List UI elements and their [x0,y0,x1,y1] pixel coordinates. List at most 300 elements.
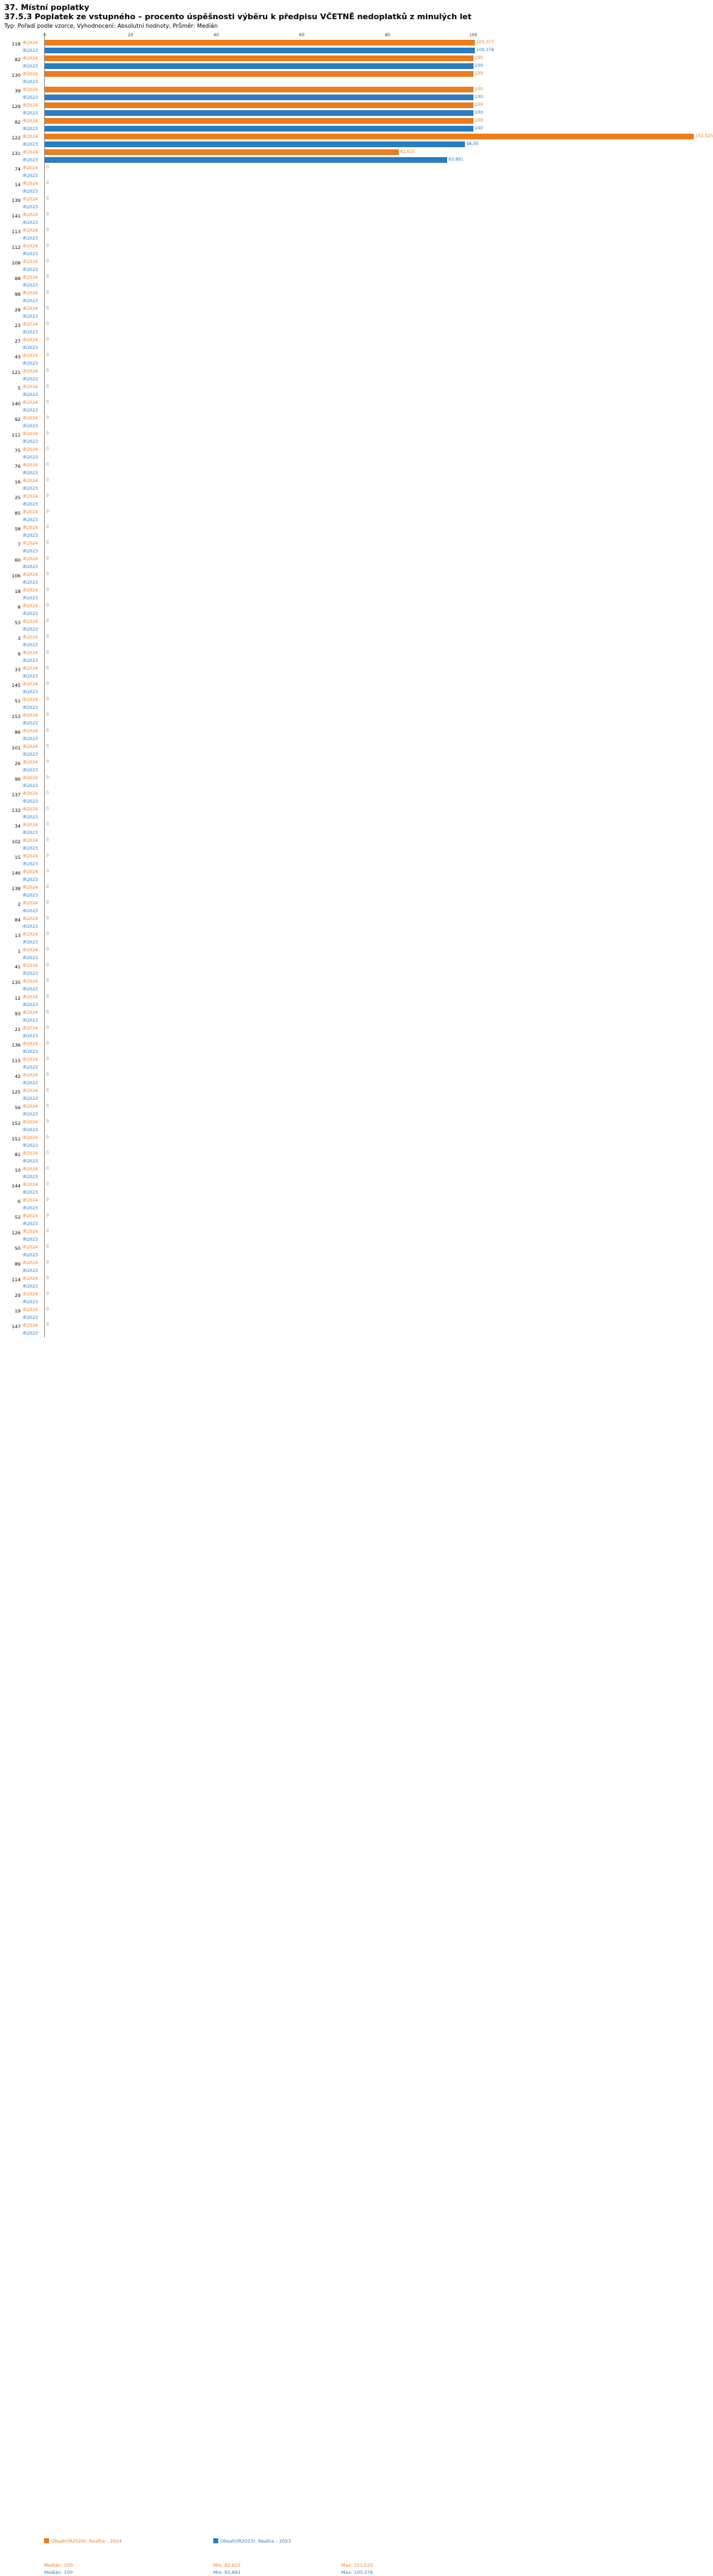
bar-group [11,1181,516,1197]
series-label: IR2024 [23,885,38,890]
bar-row[interactable] [23,399,516,407]
bar-row[interactable] [23,1322,516,1330]
bar-row[interactable] [23,1095,516,1103]
bar-value-label: 0 [46,900,49,905]
group-label: 144 [11,1183,21,1189]
bar-row[interactable] [23,774,516,782]
bar-row[interactable] [23,665,516,673]
bar-value-label: 0 [46,1119,49,1124]
bar-row[interactable] [23,626,516,634]
bar-row[interactable] [23,516,516,524]
bar-value-label: 0 [46,1276,49,1281]
bar-row[interactable] [23,1056,516,1064]
group-label: 56 [14,1105,21,1111]
bar-row[interactable] [23,321,516,328]
bar-group [14,555,516,571]
bar-value-label: 100 [474,95,483,100]
bar-value-label: 0 [46,1260,49,1265]
bar-row[interactable] [23,501,516,508]
bar-row[interactable] [23,813,516,821]
bar-row[interactable] [23,821,516,829]
bar-row[interactable] [23,1275,516,1283]
group-label: 3 [17,636,21,641]
bar-row[interactable] [23,712,516,720]
bar-group [11,430,516,446]
bar-row[interactable] [23,985,516,993]
bar-group [14,962,516,978]
bar-row[interactable] [23,196,516,203]
series-label: IR2024 [23,150,38,155]
bar-value-label: 0 [46,415,49,420]
series-label: IR2024 [23,682,38,687]
series-label: IR2024 [23,791,38,796]
bar-group [11,743,516,759]
series-label: IR2023 [23,189,38,194]
group-label: 98 [14,292,21,297]
bar-row[interactable] [23,845,516,853]
bar-row[interactable] [23,313,516,321]
series-label: IR2024 [23,432,38,437]
bar-row[interactable] [23,1032,516,1040]
bar-row[interactable] [23,203,516,211]
bar-row[interactable] [23,680,516,688]
bar-group [14,508,516,524]
bar-row[interactable] [23,1204,516,1212]
series-label: IR2023 [23,252,38,257]
bar-group [11,1056,516,1071]
series-label: IR2024 [23,1214,38,1219]
bar-row[interactable] [23,915,516,923]
bar-row[interactable] [23,1228,516,1236]
bar-row[interactable] [23,1290,516,1298]
bar-value-label: 0 [46,1041,49,1046]
group-label: 28 [14,307,21,313]
bar-row[interactable] [23,180,516,188]
series-label: IR2023 [23,1034,38,1039]
bar-row[interactable] [23,469,516,477]
bar-group [14,1212,516,1228]
bar-row[interactable] [23,227,516,235]
series-label: IR2023 [23,1081,38,1086]
bar-row[interactable] [23,946,516,954]
bar-value-label: 0 [46,885,49,889]
bar-row[interactable] [23,634,516,641]
chart-legend [0,2538,533,2545]
bar-row[interactable] [23,798,516,806]
bar-row[interactable] [23,610,516,618]
bar-value-label: 0 [46,916,49,921]
bar-row[interactable] [23,336,516,344]
bar-value-label: 0 [46,853,49,858]
bar-row[interactable] [23,1158,516,1165]
bar-row[interactable] [23,657,516,665]
bar-row[interactable] [23,1306,516,1314]
bar-row[interactable] [23,508,516,516]
series-label: IR2024 [23,56,38,61]
group-label: 41 [14,964,21,970]
bar-row[interactable] [23,407,516,415]
series-label: IR2023 [23,377,38,382]
bar-row[interactable] [23,1173,516,1181]
bar-row[interactable] [23,360,516,368]
bar-row[interactable] [23,782,516,790]
bar-row[interactable] [23,1017,516,1025]
bar-row[interactable] [23,266,516,274]
bar-row[interactable] [23,571,516,579]
bar-row[interactable] [23,1126,516,1134]
bar-group [14,1009,516,1025]
bar-group [14,759,516,774]
series-label: IR2023 [23,220,38,225]
series-label: IR2024 [23,510,38,515]
bar-row[interactable] [23,461,516,469]
bar-row[interactable] [23,1236,516,1244]
bar-row[interactable] [23,188,516,196]
bar-row[interactable] [23,1111,516,1118]
group-label: 75 [14,448,21,454]
series-label: IR2024 [23,306,38,311]
bar-row[interactable] [23,868,516,876]
bar-row[interactable] [23,899,516,907]
bar-row[interactable] [23,1087,516,1095]
bar-row[interactable] [23,532,516,540]
bar-value-label: 0 [46,759,49,764]
bar-value-label: 0 [46,712,49,717]
bar-row[interactable] [23,258,516,266]
bar-row[interactable] [23,109,516,117]
bar-row[interactable] [23,892,516,899]
bar-value-label: 0 [46,572,49,577]
series-label: IR2023 [23,1049,38,1054]
bar-row[interactable] [23,1251,516,1259]
group-label: 125 [11,1089,21,1095]
series-label: IR2024 [23,322,38,327]
bar-row[interactable] [23,1330,516,1337]
bar-row[interactable] [23,1189,516,1197]
bar-group [11,1118,516,1134]
bar-row[interactable] [23,375,516,383]
bar-row[interactable] [23,149,516,156]
group-label: 25 [14,495,21,501]
bar-row[interactable] [23,493,516,501]
bar-row[interactable] [23,219,516,227]
bar-group [17,383,516,399]
bar-row[interactable] [23,587,516,594]
bar-group [11,1040,516,1056]
bar-row[interactable] [23,1267,516,1275]
bar-row[interactable] [23,1298,516,1306]
bar-row[interactable] [23,1197,516,1204]
bar-row[interactable] [23,641,516,649]
bar-value-label: 100 [474,71,483,76]
bar-row[interactable] [23,1103,516,1111]
bar-row[interactable] [23,743,516,751]
bar-group [14,1071,516,1087]
bar-row[interactable] [23,579,516,587]
bar-value-label: 0 [46,744,49,749]
bar-row[interactable] [23,1165,516,1173]
bar-row[interactable] [23,688,516,696]
series-label: IR2024 [23,1073,38,1078]
group-label: 115 [11,1058,21,1064]
bar-row[interactable] [23,305,516,313]
series-label: IR2023 [23,580,38,585]
series-label: IR2024 [23,275,38,280]
series-label: IR2023 [23,64,38,69]
bar-row[interactable] [23,555,516,563]
bar-group [17,649,516,665]
bar-row[interactable] [23,970,516,978]
chapter-title: 37. Místní poplatky [4,3,90,12]
bar-row[interactable] [23,1009,516,1017]
bar-row[interactable] [23,618,516,626]
bar-row[interactable] [23,1181,516,1189]
bar-row[interactable] [23,438,516,446]
bar-value-label: 0 [46,196,49,201]
bar-row[interactable] [23,242,516,250]
bar-row[interactable] [23,70,516,78]
bar [45,157,447,163]
bar-row[interactable] [23,117,516,125]
series-label: IR2023 [23,1222,38,1226]
bar-value-label: 0 [46,791,49,796]
bar-row[interactable] [23,993,516,1001]
bar [45,149,399,155]
bar-row[interactable] [23,1064,516,1071]
bar-row[interactable] [23,602,516,610]
bar-row[interactable] [23,477,516,485]
bar-group [14,931,516,946]
bar-row[interactable] [23,289,516,297]
series-label: IR2023 [23,424,38,429]
group-label: 39 [14,88,21,94]
group-label: 13 [14,933,21,939]
series-label: IR2024 [23,995,38,1000]
group-label: 101 [11,745,21,751]
bar-row[interactable] [23,352,516,360]
group-label: 121 [11,370,21,375]
chart-subtitle: Typ: Pořadí podle vzorce, Vyhodnocení: Absolutní hodnoty, Průměr: Medián [4,23,218,29]
bar-row[interactable] [23,1079,516,1087]
series-label: IR2024 [23,228,38,233]
group-label: 111 [11,432,21,438]
bar-group [11,1087,516,1103]
group-label: 33 [14,667,21,673]
bar-row[interactable] [23,1212,516,1220]
bar-value-label: 0 [46,1072,49,1077]
series-label: IR2023 [23,299,38,304]
bar-row[interactable] [23,250,516,258]
series-label: IR2023 [23,502,38,507]
bar-row[interactable] [23,696,516,704]
bar-group [14,415,516,430]
bar-value-label: 0 [46,947,49,952]
bar-row[interactable] [23,978,516,985]
bar-row[interactable] [23,39,516,47]
bar-group [14,665,516,680]
bar-row[interactable] [23,923,516,931]
bar-row[interactable] [23,344,516,352]
bar-row[interactable] [23,1150,516,1158]
bar-row[interactable] [23,282,516,289]
bar-row[interactable] [23,78,516,86]
bar-row[interactable] [23,274,516,282]
bar-row[interactable] [23,1071,516,1079]
bar-row[interactable] [23,55,516,63]
bar-row[interactable] [23,727,516,735]
bar-row[interactable] [23,962,516,970]
bar-row[interactable] [23,1314,516,1322]
series-label: IR2023 [23,1206,38,1211]
bar-row[interactable] [23,1025,516,1032]
bar-row[interactable] [23,1259,516,1267]
bar-row[interactable] [23,766,516,774]
bar-row[interactable] [23,415,516,422]
group-label: 89 [14,1261,21,1267]
bar-row[interactable] [23,829,516,837]
bar-row[interactable] [23,1040,516,1048]
bar-group [14,853,516,868]
bar-group [14,774,516,790]
series-label: IR2024 [23,651,38,656]
bar-row[interactable] [23,524,516,532]
bar-row[interactable] [23,790,516,798]
bar-value-label: 0 [46,1166,49,1171]
bar-row[interactable] [23,649,516,657]
series-label: IR2023 [23,471,38,476]
series-label: IR2023 [23,940,38,945]
bar-row[interactable] [23,47,516,55]
bar-row[interactable] [23,133,713,141]
bar-row[interactable] [23,454,516,461]
bar-row[interactable] [23,422,516,430]
bar-group [14,274,516,289]
series-label: IR2023 [23,627,38,632]
bar [45,55,473,61]
bar-row[interactable] [23,837,516,845]
bar-row[interactable] [23,86,516,94]
bar-row[interactable] [23,876,516,884]
bar-value-label: 0 [46,963,49,968]
bar-row[interactable] [23,235,516,242]
series-label: IR2024 [23,901,38,906]
series-label: IR2023 [23,737,38,742]
bar-row[interactable] [23,485,516,493]
bar-row[interactable] [23,430,516,438]
bar-row[interactable] [23,1118,516,1126]
bar-row[interactable] [23,735,516,743]
series-label: IR2023 [23,956,38,961]
bar [45,87,473,92]
bar-row[interactable] [23,391,516,399]
series-label: IR2024 [23,1042,38,1047]
series-label: IR2024 [23,1057,38,1062]
bar-row[interactable] [23,720,516,727]
bar-row[interactable] [23,939,516,946]
bar-row[interactable] [23,1220,516,1228]
legend-item-2023 [213,2538,291,2544]
series-label: IR2024 [23,854,38,859]
bar-row[interactable] [23,1048,516,1056]
bar-row[interactable] [23,563,516,571]
bar-row[interactable] [23,1001,516,1009]
bar-row[interactable] [23,172,516,180]
group-label: 52 [14,1214,21,1220]
bar-row[interactable] [23,1283,516,1290]
bar-row[interactable] [23,383,516,391]
bar-row[interactable] [23,884,516,892]
group-label: 118 [11,41,21,47]
bar-row[interactable] [23,156,516,164]
bar-row[interactable] [23,1142,516,1150]
series-label: IR2024 [23,525,38,530]
bar-row[interactable] [23,704,516,712]
group-label: 135 [11,980,21,985]
bar-row[interactable] [23,368,516,375]
bar-row[interactable] [23,954,516,962]
bar-row[interactable] [23,673,516,680]
bar-row[interactable] [23,860,516,868]
bar-row[interactable] [23,125,516,133]
bar-value-label: 0 [46,384,49,389]
series-label: IR2023 [23,893,38,898]
bar-value-label: 100 [474,87,483,92]
bar-row[interactable] [23,446,516,454]
bar-value-label: 0 [46,493,49,498]
bar-row[interactable] [23,540,516,547]
bar-row[interactable] [23,297,516,305]
series-label: IR2023 [23,330,38,335]
series-label: IR2024 [23,479,38,483]
bar-row[interactable] [23,759,516,766]
bar-row[interactable] [23,63,516,70]
series-label: IR2024 [23,823,38,828]
bar-group [14,86,516,102]
bar-row[interactable] [23,141,516,149]
bar-row[interactable] [23,853,516,860]
bar-row[interactable] [23,594,516,602]
bar-row[interactable] [23,907,516,915]
bar-value-label: 0 [46,478,49,483]
bar-row[interactable] [23,94,516,102]
bar-value-label: 0 [46,431,49,436]
series-label: IR2024 [23,838,38,843]
series-label: IR2023 [23,205,38,210]
series-label: IR2024 [23,87,38,92]
bar-row[interactable] [23,102,516,109]
bar-row[interactable] [23,806,516,813]
bar-group [11,1275,516,1290]
group-label: 8 [17,604,21,610]
bar-row[interactable] [23,751,516,759]
bar-row[interactable] [23,931,516,939]
bar-row[interactable] [23,547,516,555]
bar-row[interactable] [23,328,516,336]
bar-value-label: 100 [474,118,483,123]
group-label: 53 [14,620,21,626]
median-2024: Medián: 100 [44,2562,73,2568]
bar-group [11,1134,516,1150]
bar-value-label: 0 [46,634,49,639]
bar-value-label: 0 [46,1213,49,1218]
bar-value-label: 0 [46,994,49,999]
bar-row[interactable] [23,1134,516,1142]
bar-row[interactable] [23,1244,516,1251]
bar-row[interactable] [23,164,516,172]
bar-row[interactable] [23,211,516,219]
series-label: IR2024 [23,776,38,781]
bar-value-label: 100 [474,110,483,115]
